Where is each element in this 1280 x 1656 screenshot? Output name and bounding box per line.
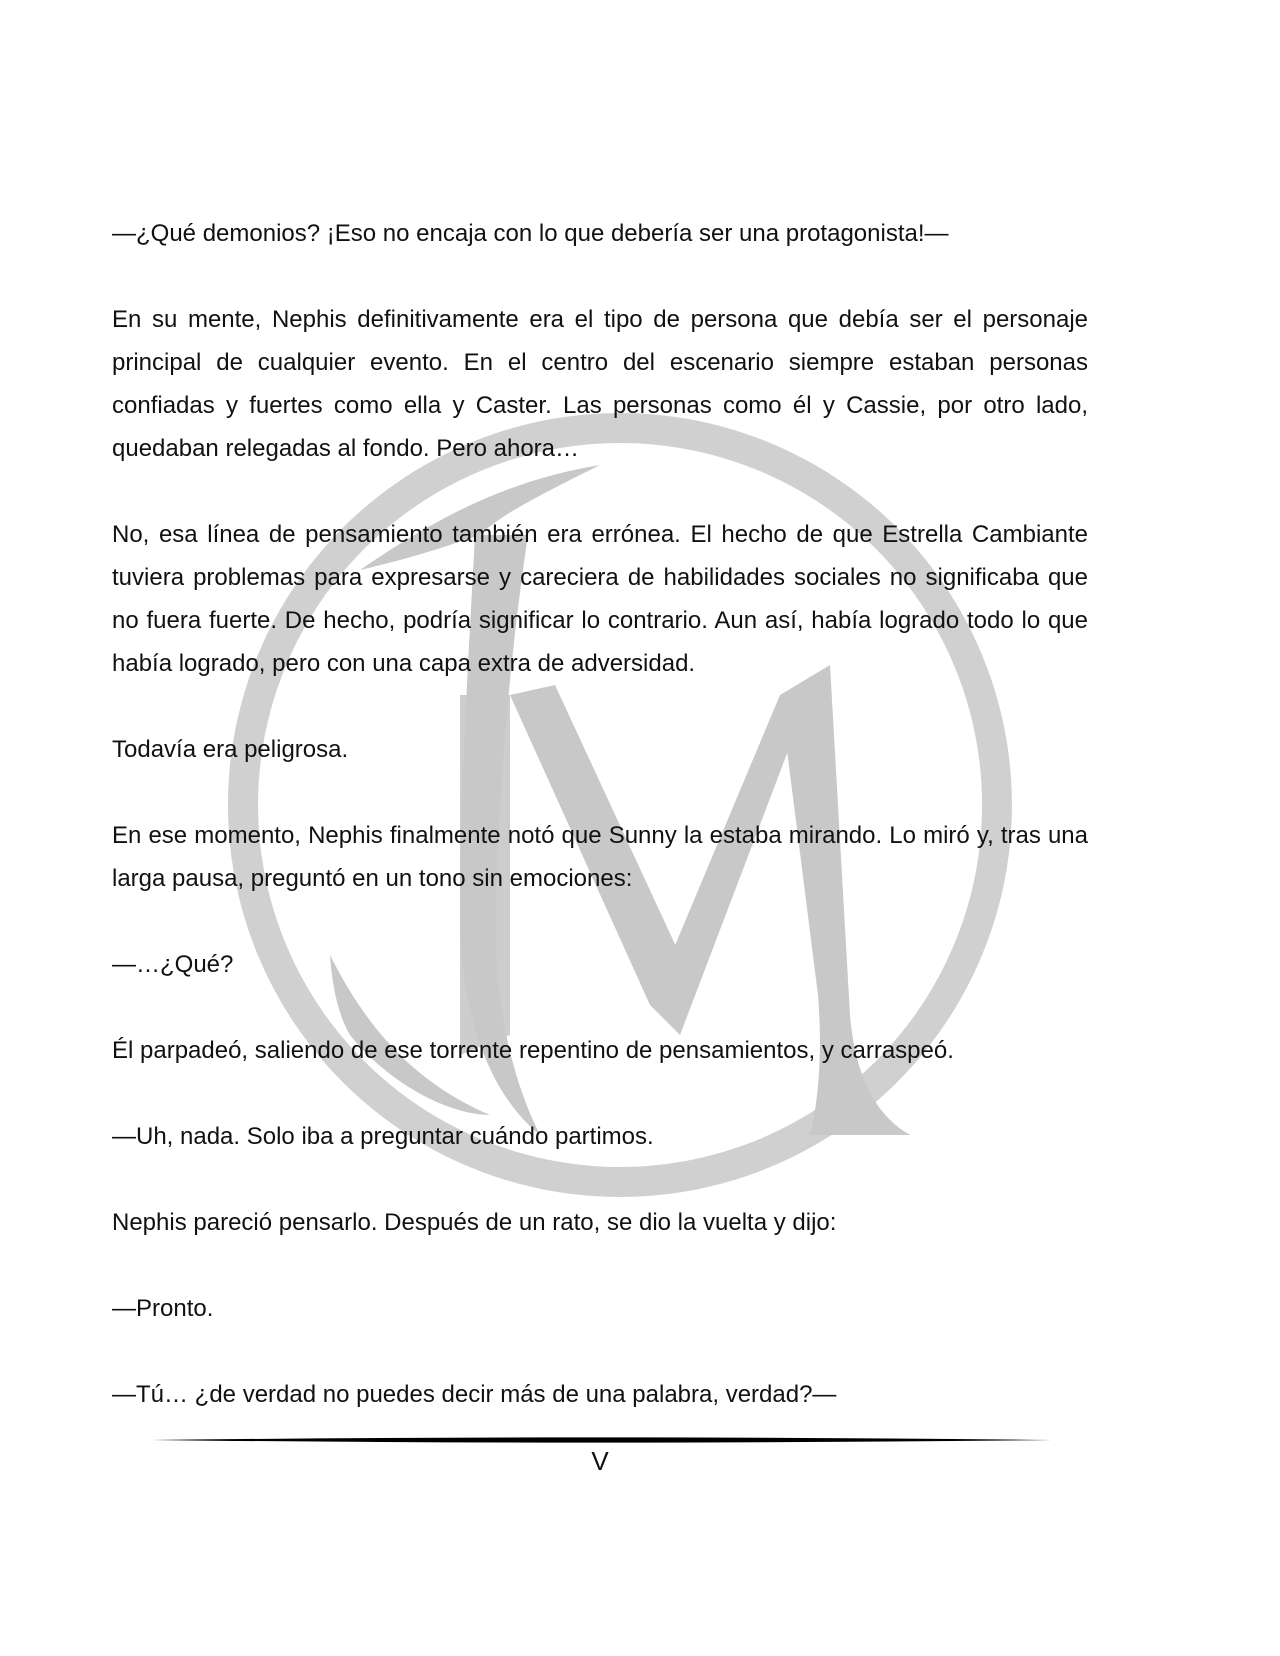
- paragraph: En su mente, Nephis definitivamente era el tipo de persona que debía ser el personaje principal de cualquier evento. En el centro del escenario siempre estaban personas confiadas y fuertes como ella y Caster. Las personas como él y Cassie, por otro lado, quedaban relegadas al fondo. Pero ahora…: [112, 306, 1088, 462]
- paragraph: —Tú… ¿de verdad no puedes decir más de una palabra, verdad?—: [112, 1381, 837, 1408]
- footer-divider: [152, 1436, 1052, 1444]
- page-text: [112, 212, 1088, 1416]
- page-number: V: [591, 1446, 609, 1476]
- paragraph: Todavía era peligrosa.: [112, 736, 349, 763]
- paragraph: —¿Qué demonios? ¡Eso no encaja con lo que debería ser una protagonista!—: [112, 220, 949, 247]
- paragraph: —Uh, nada. Solo iba a preguntar cuándo partimos.: [112, 1123, 654, 1150]
- paragraph: —Pronto.: [112, 1295, 214, 1322]
- paragraph: En ese momento, Nephis finalmente notó que Sunny la estaba mirando. Lo miró y, tras una larga pausa, preguntó en un tono sin emociones:: [112, 822, 1088, 892]
- paragraph: Nephis pareció pensarlo. Después de un rato, se dio la vuelta y dijo:: [112, 1209, 837, 1236]
- paragraph: Él parpadeó, saliendo de ese torrente repentino de pensamientos, y carraspeó.: [112, 1037, 954, 1064]
- paragraph: —…¿Qué?: [112, 951, 234, 978]
- paragraph: No, esa línea de pensamiento también era errónea. El hecho de que Estrella Cambiante tuviera problemas para expresarse y careciera de habilidades sociales no significaba que no fuera fuerte. De hecho, podría significar lo contrario. Aun así, había logrado todo lo que había logrado, pero con una capa extra de adversidad.: [112, 521, 1088, 677]
